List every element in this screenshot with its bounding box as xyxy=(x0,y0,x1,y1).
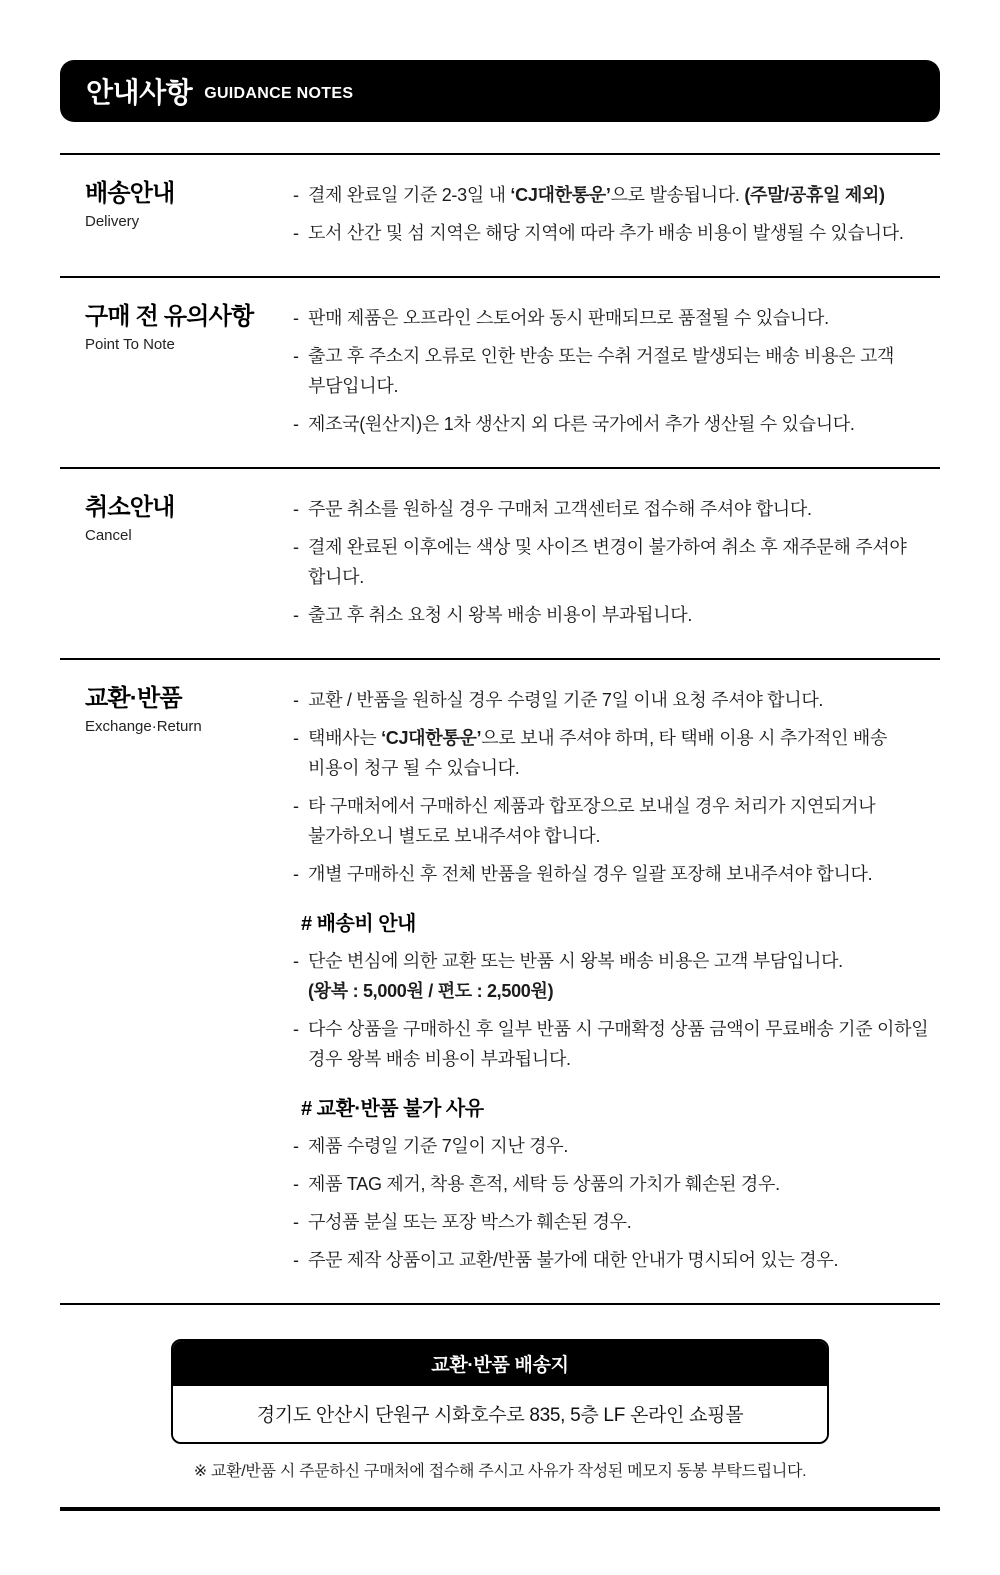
footer xyxy=(60,1303,940,1481)
section-subtitle: Cancel xyxy=(85,526,132,544)
section-cancel-body xyxy=(293,494,940,638)
bullet-text: 타 구매처에서 구매하신 제품과 합포장으로 보내실 경우 처리가 지연되거나 불가하오니 별도로 보내주셔야 합니다. xyxy=(308,796,876,846)
bullet-dash: - xyxy=(293,864,299,884)
list-item xyxy=(293,180,940,210)
bullet-text: 제품 수령일 기준 7일이 지난 경우. xyxy=(308,1136,569,1156)
fee-note: (왕복 : 5,000원 / 편도 : 2,500원) xyxy=(308,981,554,1001)
bullet-text: 도서 산간 및 섬 지역은 해당 지역에 따라 추가 배송 비용이 발생될 수 있습니다. xyxy=(308,223,904,243)
bullet-text: 택배사는 ‘CJ대한통운’으로 보내 주셔야 하며, 타 택배 이용 시 추가적인 배송 비용이 청구 될 수 있습니다. xyxy=(308,728,888,778)
bullet-dash: - xyxy=(293,1174,299,1194)
list-item xyxy=(293,218,940,248)
list-item xyxy=(293,791,940,851)
bullet-dash: - xyxy=(293,223,299,243)
bullet-dash: - xyxy=(293,414,299,434)
section-point-to-note xyxy=(60,276,940,467)
section-delivery xyxy=(60,153,940,276)
bullet-dash: - xyxy=(293,537,299,557)
bullet-dash: - xyxy=(293,796,299,816)
return-address-title: 교환·반품 배송지 xyxy=(173,1341,827,1386)
list-item xyxy=(293,946,940,1006)
return-address-value: 경기도 안산시 단원구 시화호수로 835, 5층 LF 온라인 쇼핑몰 xyxy=(173,1386,827,1442)
bullet-dash: - xyxy=(293,951,299,971)
list-item xyxy=(293,532,940,592)
bullet-text: 결제 완료된 이후에는 색상 및 사이즈 변경이 불가하여 취소 후 재주문해 주셔야 합니다. xyxy=(308,537,907,587)
section-subtitle: Point To Note xyxy=(85,335,175,353)
bullet-text: 교환 / 반품을 원하실 경우 수령일 기준 7일 이내 요청 주셔야 합니다. xyxy=(308,690,824,710)
list-item xyxy=(293,685,940,715)
list-item xyxy=(293,409,940,439)
list-item xyxy=(293,1169,940,1199)
bullet-dash: - xyxy=(293,1136,299,1156)
section-subtitle: Exchange·Return xyxy=(85,717,202,735)
return-address-box xyxy=(171,1339,829,1444)
list-item xyxy=(293,341,940,401)
bullet-text: 단순 변심에 의한 교환 또는 반품 시 왕복 배송 비용은 고객 부담입니다. (왕복 : 5,000원 / 편도 : 2,500원) xyxy=(308,946,843,1006)
bullet-dash: - xyxy=(293,185,299,205)
section-delivery-body xyxy=(293,180,940,256)
bullet-dash: - xyxy=(293,1212,299,1232)
subheading-not-allowed: # 교환·반품 불가 사유 xyxy=(301,1098,484,1120)
list-item xyxy=(293,1014,940,1074)
subheading-shipping-fee: # 배송비 안내 xyxy=(301,913,416,935)
list-item xyxy=(293,303,940,333)
section-cancel xyxy=(60,467,940,658)
header-banner xyxy=(60,60,940,122)
list-item xyxy=(293,1245,940,1275)
list-item xyxy=(293,723,940,783)
section-cancel-heading xyxy=(60,494,293,638)
section-title: 구매 전 유의사항 xyxy=(85,303,254,330)
bullet-text: 개별 구매하신 후 전체 반품을 원하실 경우 일괄 포장해 보내주셔야 합니다. xyxy=(308,864,873,884)
list-item xyxy=(293,859,940,889)
footnote-text: ※ 교환/반품 시 주문하신 구매처에 접수해 주시고 사유가 작성된 메모지 동봉 부탁드립니다. xyxy=(193,1463,807,1480)
list-item xyxy=(293,600,940,630)
bullet-text: 판매 제품은 오프라인 스토어와 동시 판매되므로 품절될 수 있습니다. xyxy=(308,308,829,328)
bullet-dash: - xyxy=(293,728,299,748)
bullet-text: 출고 후 주소지 오류로 인한 반송 또는 수취 거절로 발생되는 배송 비용은 고객 부담입니다. xyxy=(308,346,895,396)
section-title: 배송안내 xyxy=(85,180,175,207)
section-title: 취소안내 xyxy=(85,494,175,521)
bullet-dash: - xyxy=(293,1019,299,1039)
section-exchange-return-body xyxy=(293,685,940,1283)
section-exchange-return-heading xyxy=(60,685,293,1283)
bullet-dash: - xyxy=(293,690,299,710)
section-exchange-return xyxy=(60,658,940,1303)
bullet-text: 결제 완료일 기준 2-3일 내 ‘CJ대한통운’으로 발송됩니다. (주말/공휴일 제외) xyxy=(308,185,885,205)
section-title: 교환·반품 xyxy=(85,685,182,712)
page-title: 안내사항 xyxy=(86,77,193,108)
bottom-divider xyxy=(60,1507,940,1511)
section-point-to-note-body xyxy=(293,303,940,447)
bullet-text: 출고 후 취소 요청 시 왕복 배송 비용이 부과됩니다. xyxy=(308,605,693,625)
list-item xyxy=(293,1131,940,1161)
bullet-text: 제조국(원산지)은 1차 생산지 외 다른 국가에서 추가 생산될 수 있습니다. xyxy=(308,414,855,434)
bullet-dash: - xyxy=(293,308,299,328)
bullet-text: 주문 제작 상품이고 교환/반품 불가에 대한 안내가 명시되어 있는 경우. xyxy=(308,1250,839,1270)
list-item xyxy=(293,494,940,524)
section-point-to-note-heading xyxy=(60,303,293,447)
page-subtitle: GUIDANCE NOTES xyxy=(204,85,354,102)
list-item xyxy=(293,1207,940,1237)
section-delivery-heading xyxy=(60,180,293,256)
bullet-dash: - xyxy=(293,1250,299,1270)
bullet-dash: - xyxy=(293,346,299,366)
section-subtitle: Delivery xyxy=(85,212,140,230)
bullet-text: 다수 상품을 구매하신 후 일부 반품 시 구매확정 상품 금액이 무료배송 기준 이하일 경우 왕복 배송 비용이 부과됩니다. xyxy=(308,1019,929,1069)
bullet-text: 주문 취소를 원하실 경우 구매처 고객센터로 접수해 주셔야 합니다. xyxy=(308,499,812,519)
bullet-dash: - xyxy=(293,499,299,519)
sections-container xyxy=(60,153,940,1303)
bullet-text: 구성품 분실 또는 포장 박스가 훼손된 경우. xyxy=(308,1212,632,1232)
bullet-text: 제품 TAG 제거, 착용 흔적, 세탁 등 상품의 가치가 훼손된 경우. xyxy=(308,1174,780,1194)
bullet-dash: - xyxy=(293,605,299,625)
